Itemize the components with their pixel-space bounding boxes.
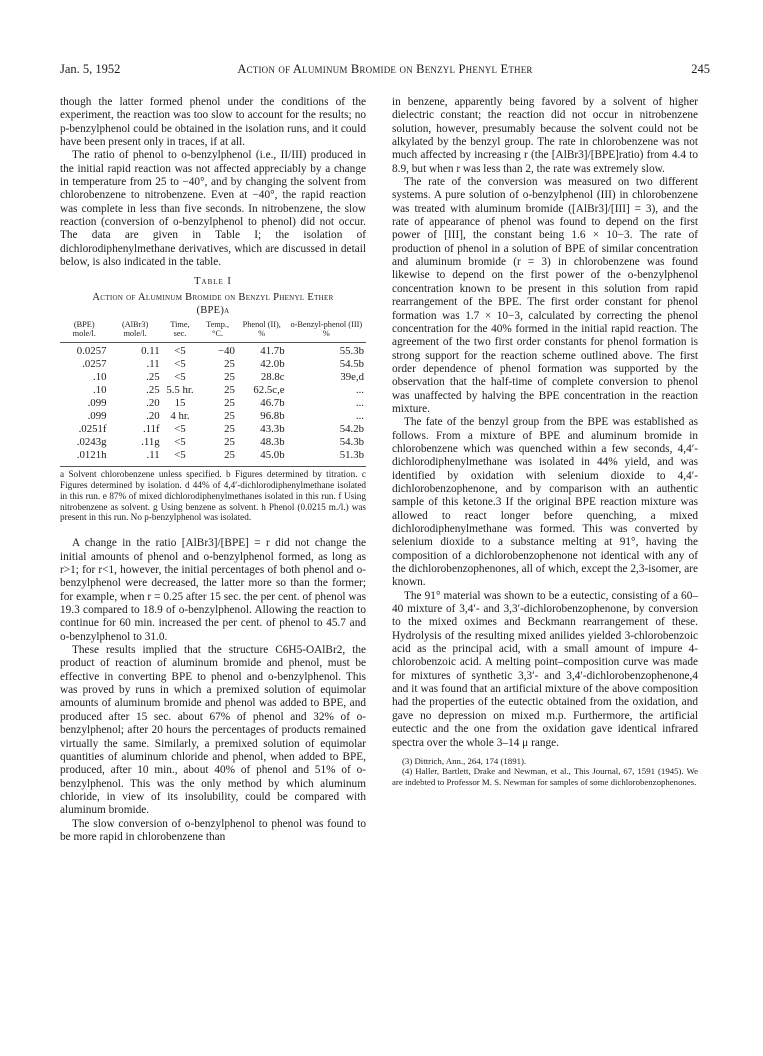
table-cell: .25: [146, 383, 160, 396]
table-cell: 25: [224, 383, 235, 396]
table-cell: 48.3b: [260, 435, 285, 448]
table-cell: 45.0b: [260, 448, 285, 461]
table-cell: 15: [174, 396, 186, 409]
table-cell: 46.7b: [260, 396, 285, 409]
table-cell: 25: [224, 435, 235, 448]
table-header: Temp., °C.: [206, 319, 230, 339]
table-footnotes: a Solvent chlorobenzene unless specified. b Figures determined by titration. c Figures determined by isolation. d 44% of 4,4′-dichlorodiphenylmethane isolated in this run. e 87% of mixed dichlorodiphenylmethanes isolated in this run. f Using nitrobenzene as solvent. g Using benzene as solvent. h Phenol (0.0215 m./l.) was present in this run. No p-benzylphenol was isolated.: [60, 466, 366, 524]
table-header: o-Benzyl-phenol (III) %: [290, 319, 363, 339]
table-cell: −40: [198, 342, 237, 358]
table-cell: 0.11: [109, 342, 162, 358]
table-cell: .10: [93, 383, 107, 396]
left-column: [60, 96, 366, 844]
table-header: Phenol (II), %: [242, 319, 281, 339]
table-cell: .0251f: [78, 422, 107, 435]
table-caption-line: Action of Aluminum Bromide on Benzyl Phenyl Ether: [92, 291, 334, 303]
paragraph: in benzene, apparently being favored by a solvent of higher dielectric constant; the reaction did not occur in nitrobenzene solution, however, presumably because the solvent could not be alkylated by the benzyl group. The rate in chlorobenzene was not much affected by increasing r (the [AlBr3]/[BPE]ratio) from 4.4 to 8.9, but when r was less than 2, the rate was extremely slow.: [392, 96, 698, 175]
table-cell: .11: [146, 357, 160, 370]
table-cell: 54.3b: [339, 435, 364, 448]
table-cell: .099: [87, 396, 107, 409]
page-number: 245: [691, 62, 710, 76]
paragraph: The 91° material was shown to be a eutectic, consisting of a 60–40 mixture of 3,4′- and 3,3′-dichlorobenzophenone, by conversion to the mixed oximes and Beckmann rearrangement of these. Hydrolysis of the resulting mixed anilides yielded 3-chlorobenzoic acid as the principal acid, with a small amount of impure 4-chlorobenzoic acid. A melting point–composition curve was made for mixtures of synthetic 3,3′- and 3,4′-dichlorobenzophenone,4 and it was found that an artificial mixture of the above composition had the properties of the eutectic obtained from the oxidation, and gave no depression on mixed m.p. Furthermore, the artificial eutectic and the one from the oxidation gave identical infrared spectra over the whole 3–14 μ range.: [392, 589, 698, 749]
table-cell: 55.3b: [287, 342, 366, 358]
table-row: [60, 397, 366, 410]
table-row: [60, 358, 366, 371]
data-table: [60, 320, 366, 462]
table-cell: .20: [146, 409, 160, 422]
table-cell: 0.0257: [60, 342, 109, 358]
table-cell: .20: [146, 396, 160, 409]
table-cell: 28.8c: [260, 370, 285, 383]
table-cell: 25: [224, 396, 235, 409]
right-column: [392, 96, 698, 787]
table-cell: ...: [355, 409, 364, 422]
table-cell: .099: [87, 409, 107, 422]
table-row: [60, 423, 366, 436]
table-cell: ...: [355, 396, 364, 409]
table-title: Table I: [194, 276, 232, 288]
table-cell: 41.7b: [237, 342, 287, 358]
footnote: (4) Haller, Bartlett, Drake and Newman, et al., This Journal, 67, 1591 (1945). We are indebted to Professor M. S. Newman for samples of some dichlorobenzophenones.: [392, 766, 698, 787]
table-cell: 5.5 hr.: [166, 383, 194, 396]
table-cell: .11g: [141, 435, 160, 448]
table-cell: .0121h: [76, 448, 107, 461]
table-header: (BPE) mole/l.: [72, 319, 96, 339]
table-cell: <5: [174, 422, 186, 435]
table-cell: 54.5b: [339, 357, 364, 370]
table-cell: <5: [174, 370, 186, 383]
table-cell: 54.2b: [339, 422, 364, 435]
paragraph: The fate of the benzyl group from the BPE was established as follows. From a mixture of BPE and aluminum bromide in chlorobenzene which was quenched within a few seconds, 4,4′-dichlorodiphenylmethane was isolated in 44% yield, and was identified by oxidation with selenium dioxide to 4,4′-dichlorobenzophenone, and by comparison with an authentic sample of this ketone.3 If the original BPE reaction mixture was allowed to react longer before quenching, a mixed dichlorodiphenylmethane was formed. This was converted by selenium dioxide to a substance melting at 91°, having the composition of a dichlorobenzophenone not identical with any of the dichlorobenzophenones, all of which, except the 2,3-isomer, are known.: [392, 416, 698, 589]
table-cell: 96.8b: [260, 409, 285, 422]
table-cell: <5: [162, 342, 199, 358]
table-cell: 51.3b: [339, 448, 364, 461]
table-header: Time, sec.: [170, 319, 190, 339]
table-cell: <5: [174, 435, 186, 448]
table-header: (AlBr3) mole/l.: [121, 319, 149, 339]
paragraph: These results implied that the structure C6H5-OAlBr2, the product of reaction of aluminum bromide and phenol, must be effective in converting BPE to phenol and o-benzylphenol. This was proved by runs in which a premixed solution of equimolar amounts of aluminum bromide and phenol was added to BPE, and produced after 15 sec. about 67% of phenol and 32% of o-benzylphenol; after 20 hours the percentages of products remained virtually the same. Similarly, a premixed solution of equimolar quantities of aluminum chloride and phenol, when added to BPE, produced, after 10 min., about 40% of phenol and 51% of o-benzylphenol. This was the only method by which aluminum chloride, in view of its insolubility, could be compared with aluminum bromide.: [60, 644, 366, 817]
table-cell: .11: [146, 448, 160, 461]
table-cell: .0243g: [76, 435, 107, 448]
table-cell: ...: [355, 383, 364, 396]
paragraph: A change in the ratio [AlBr3]/[BPE] = r did not change the initial amounts of phenol and o-benzylphenol formed, as long as r>1; for r<1, however, the initial percentages of both phenol and o-benzylphenol were decreased, the latter more so than the former; for example, when r = 0.25 after 15 sec. the per cent. of phenol was 19.3 compared to 18.9 of o-benzylphenol. Allowing the reaction to continue for 60 min. increased the per cent. of phenol to 45.7 and o-benzylphenol to 31.0.: [60, 537, 366, 643]
table-row: [60, 436, 366, 449]
table-cell: 39e,d: [340, 370, 364, 383]
table-row: [60, 449, 366, 462]
table-cell: .25: [146, 370, 160, 383]
table-cell: 25: [224, 357, 235, 370]
table-cell: 25: [224, 370, 235, 383]
paragraph: The rate of the conversion was measured on two different systems. A pure solution of o-benzylphenol (III) in chlorobenzene was treated with aluminum bromide ([AlBr3]/[III] = 3), and the rate of appearance of phenol was found to depend on the first power of [III], the constant being 1.6 × 10−3. The rate of production of phenol in a solution of BPE of similar concentration and aluminum bromide (r = 3) in chlorobenzene was found likewise to depend on the first power of the o-benzylphenol concentration known to be present in this solution from rapid rearrangement of the BPE. The first order constant for phenol formation was 1.7 × 10−3, calculated by correcting the phenol concentration for the 40% formed in the initial rapid reaction. The agreement of the two first order constants for phenol formation is strong support for the reaction scheme outlined above. The first order dependence of phenol formation was supported by the observation that the half-time of complete conversion to phenol was unaffected by halving the BPE concentration in the reaction mixture.: [392, 176, 698, 415]
running-header: [60, 62, 710, 80]
table-cell: 43.3b: [260, 422, 285, 435]
table-row: [60, 384, 366, 397]
table-row: [60, 371, 366, 384]
table-cell: <5: [174, 448, 186, 461]
table-row: [60, 410, 366, 423]
table-caption: [60, 291, 366, 317]
header-title: Action of Aluminum Bromide on Benzyl Phenyl Ether: [237, 62, 533, 76]
table-cell: 25: [224, 422, 235, 435]
footnotes: [392, 756, 698, 788]
table-cell: .11f: [142, 422, 160, 435]
table-cell: 4 hr.: [170, 409, 190, 422]
table-row: [60, 342, 366, 358]
table-cell: .0257: [82, 357, 107, 370]
header-date: Jan. 5, 1952: [60, 62, 121, 76]
table-cell: 62.5c,e: [253, 383, 285, 396]
table-cell: .10: [93, 370, 107, 383]
footnote: (3) Dittrich, Ann., 264, 174 (1891).: [402, 755, 527, 766]
table-cell: 25: [224, 409, 235, 422]
table-caption-line: (BPE)a: [196, 304, 230, 316]
paragraph: The slow conversion of o-benzylphenol to phenol was found to be more rapid in chlorobenzene than: [60, 817, 366, 843]
paragraph: The ratio of phenol to o-benzylphenol (i.e., II/III) produced in the initial rapid reaction was not affected appreciably by a change in temperature from 25 to −40°, and by changing the solvent from chlorobenzene to nitrobenzene. Even at −40°, the rapid reaction was complete in less than five seconds. In nitrobenzene, the slow reaction (conversion of o-benzylphenol to phenol) did not occur. The data are given in Table I; the isolation of dichlorodiphenylmethane derivatives, which are discussed in detail below, is also indicated in the table.: [60, 149, 366, 269]
table-cell: <5: [174, 357, 186, 370]
paragraph: though the latter formed phenol under the conditions of the experiment, the reaction was too slow to account for the results; no p-benzylphenol could be obtained in the isolation runs, and it could have been present only in traces, if at all.: [60, 96, 366, 149]
table-cell: 25: [224, 448, 235, 461]
table-cell: 42.0b: [260, 357, 285, 370]
